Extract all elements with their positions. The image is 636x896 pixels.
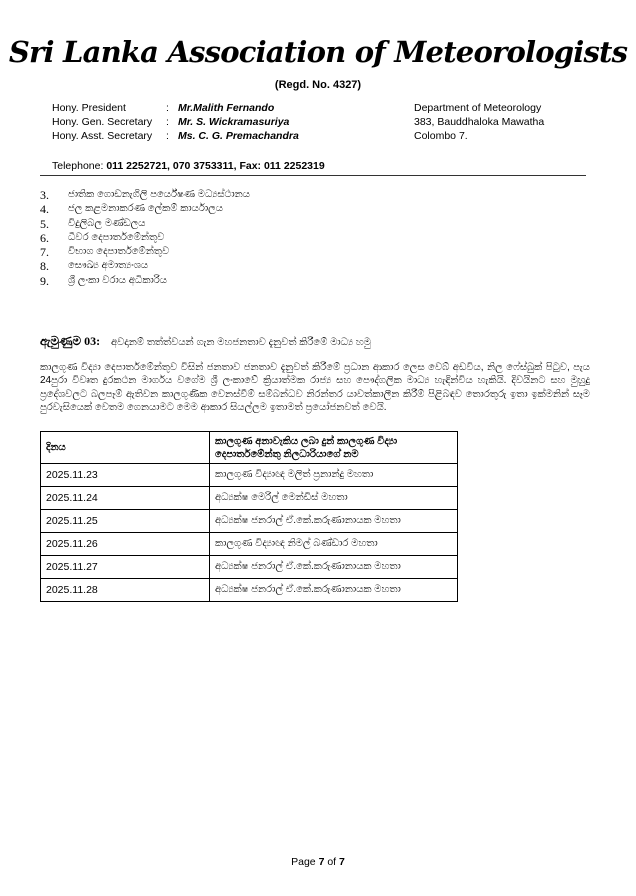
forecaster-table bbox=[40, 431, 458, 602]
list-item bbox=[40, 274, 250, 288]
list-number: 3. bbox=[40, 188, 49, 202]
telephone-label: Telephone: bbox=[52, 160, 104, 172]
date-cell: 2025.11.24 bbox=[41, 487, 210, 510]
date-cell: 2025.11.28 bbox=[41, 579, 210, 602]
date-cell: 2025.11.23 bbox=[41, 464, 210, 487]
list-number: 8. bbox=[40, 259, 49, 274]
date-cell: 2025.11.25 bbox=[41, 510, 210, 533]
officer-row bbox=[52, 101, 299, 115]
address-line: 383, Bauddhaloka Mawatha bbox=[414, 116, 545, 128]
header-date: දිනය bbox=[41, 432, 210, 464]
officer-cell: අධ්‍යක්ෂ ජනරාල් ඒ.කේ.කරුණානායක මහතා bbox=[210, 510, 458, 533]
officer-name: Mr. S. Wickramasuriya bbox=[178, 116, 290, 128]
list-number: 5. bbox=[40, 216, 49, 231]
list-text: විභාග දෙපාර්තමේන්තුව bbox=[68, 246, 170, 258]
officer-role: Hony. Gen. Secretary bbox=[52, 116, 153, 128]
officer-row bbox=[52, 115, 299, 129]
date-cell: 2025.11.27 bbox=[41, 556, 210, 579]
table-row bbox=[41, 487, 458, 510]
officer-cell: අධ්‍යක්ෂ මෙරිල් මෙන්ඩිස් මහතා bbox=[210, 487, 458, 510]
list-text: ධීවර දෙපාර්තමේන්තුව bbox=[68, 231, 165, 243]
annex-title: අවදානම් තත්ත්වයන් ගැන මහජනතාව දැනුවත් කිරීමේ මාධ්‍ය හමු bbox=[110, 337, 371, 348]
list-number: 7. bbox=[40, 245, 49, 260]
list-text: විදුලිබල මණ්ඩලය bbox=[68, 217, 146, 229]
page-of: of bbox=[324, 856, 340, 868]
table-row bbox=[41, 510, 458, 533]
list-number: 4. bbox=[40, 202, 49, 217]
table-row bbox=[41, 579, 458, 602]
list-item bbox=[40, 202, 250, 216]
list-item bbox=[40, 217, 250, 231]
officer-separator: : bbox=[166, 102, 169, 114]
list-text: සෞඛ්‍ය අමාත්‍යංශය bbox=[68, 260, 149, 272]
institution-list bbox=[40, 188, 250, 288]
officer-role: Hony. President bbox=[52, 102, 126, 114]
table-row bbox=[41, 533, 458, 556]
list-text: ජල කළමනාකරණ ලේකම් කාර්යාලය bbox=[68, 203, 223, 215]
annex-heading bbox=[40, 334, 371, 350]
address-block bbox=[414, 101, 544, 143]
list-item bbox=[40, 231, 250, 245]
page-number bbox=[0, 855, 636, 869]
header-divider bbox=[40, 175, 586, 176]
officer-row bbox=[52, 129, 299, 143]
registration-number: (Regd. No. 4327) bbox=[274, 79, 362, 91]
officers-block bbox=[52, 101, 299, 143]
organization-title: Sri Lanka Association of Meteorologists bbox=[8, 35, 628, 69]
date-cell: 2025.11.26 bbox=[41, 533, 210, 556]
list-item bbox=[40, 245, 250, 259]
address-line: Colombo 7. bbox=[414, 130, 468, 142]
table-row bbox=[41, 464, 458, 487]
list-text: ජාතික ගොඩනැගිලි පර්යේෂණ මධ්‍යස්ථානය bbox=[68, 189, 250, 200]
list-number: 9. bbox=[40, 273, 49, 288]
list-item bbox=[40, 259, 250, 273]
officer-cell: කාලගුණ විද්‍යාඥ මලිත් ප්‍රනාන්දු මහතා bbox=[210, 464, 458, 487]
list-text: ශ්‍රී ලංකා වරාය අධිකාරිය bbox=[68, 274, 167, 286]
telephone-value: 011 2252721, 070 3753311, Fax: 011 2252319 bbox=[106, 160, 325, 172]
table-row bbox=[41, 556, 458, 579]
telephone-line bbox=[52, 159, 325, 173]
page-total: 7 bbox=[339, 856, 345, 868]
page-prefix: Page bbox=[291, 856, 319, 868]
annex-paragraph: කාලගුණ විද්‍යා දෙපාර්තමේන්තුව විසින් ජනතාව ජනතාව දැනුවත් කිරීමේ ප්‍රධාන ආකාර ලෙස වෙබ් අඩවිය, නිල ෆේස්බුක් පිටුව, පැය 24පුරා විවෘත දුරකථන මාර්ගය වගේම ශ්‍රී ලංකාවේ ක්‍රියාත්මක රාජ්‍ය සහ පෞද්ගලික මාධ්‍ය හැඳින්විය හැකියි. දිවයිනට සහ මුහුදු ප්‍රදේශවලට බලපෑම් ඇතිවන කාලගුණික වෙනස්වීම් සම්බන්ධව නිරන්තර යාවත්කාලීන කිරීම් පිළිබඳව තොරතුරු ඉතා ඉක්මනින් සෑම පුරවැසියෙක් වෙතම ගෙනයාමට මෙම ආකාර සියල්ලම ඉතාමත් ප්‍රයෝජනවත් වෙයි. bbox=[40, 362, 590, 414]
officer-cell: අධ්‍යක්ෂ ජනරාල් ඒ.කේ.කරුණානායක මහතා bbox=[210, 556, 458, 579]
officer-separator: : bbox=[166, 130, 169, 142]
list-number: 6. bbox=[40, 230, 49, 245]
officer-name: Mr.Malith Fernando bbox=[178, 102, 275, 114]
header-officer: කාලගුණ අනාවැකිය ලබා දුන් කාලගුණ විද්‍යා දෙපාර්තමේන්තු නිලධාරියාගේ නම bbox=[210, 432, 458, 464]
officer-name: Ms. C. G. Premachandra bbox=[178, 130, 299, 142]
list-item bbox=[40, 188, 250, 202]
officer-cell: කාලගුණ විද්‍යාඥ නිමල් බණ්ඩාර මහතා bbox=[210, 533, 458, 556]
officer-role: Hony. Asst. Secretary bbox=[52, 130, 153, 142]
officer-separator: : bbox=[166, 116, 169, 128]
address-line: Department of Meteorology bbox=[414, 102, 542, 114]
annex-label: ඇමුණුම 03: bbox=[40, 334, 101, 348]
page-current: 7 bbox=[318, 856, 325, 868]
table-header-row bbox=[41, 432, 458, 464]
officer-cell: අධ්‍යක්ෂ ජනරාල් ඒ.කේ.කරුණානායක මහතා bbox=[210, 579, 458, 602]
